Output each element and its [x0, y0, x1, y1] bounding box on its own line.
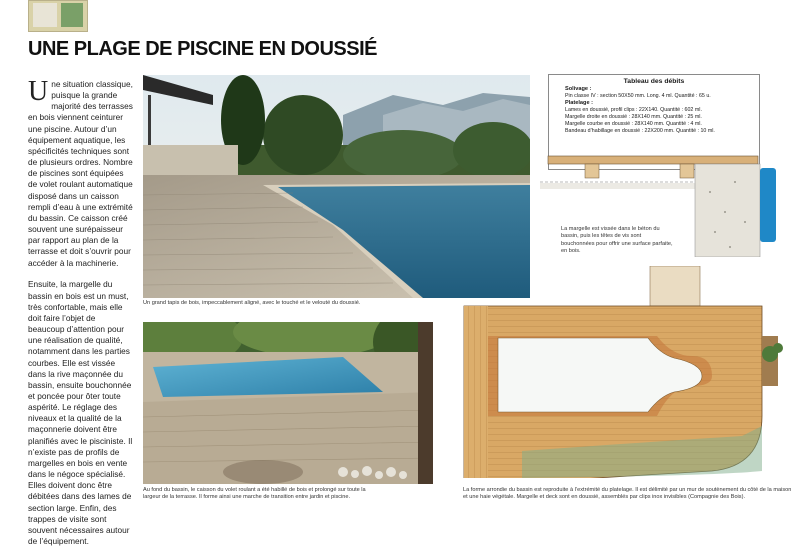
deck-plan-drawing — [462, 266, 800, 488]
article-body — [28, 76, 134, 558]
table-row: Margelle droite en doussié : 28X140 mm. Quantité : 25 ml. — [565, 113, 702, 120]
photo-garden-pool — [143, 322, 433, 484]
drop-cap: U — [28, 76, 49, 107]
caption-photo-1: Un grand tapis de bois, impeccablement aligné, avec le touché et le velouté du doussié. — [143, 300, 361, 306]
table-row: Bandeau d’habillage en doussié : 22X200 mm. Quantité : 10 ml. — [565, 127, 715, 134]
table-section-platelage: Platelage : — [565, 100, 593, 107]
caption-photo-2: Au fond du bassin, le caisson du volet roulant a été habillé de bois et prolongé sur toute la largeur de la terrasse. Il forme ainsi une marche de transition entre jardin et piscine. — [143, 487, 366, 501]
table-title: Tableau des débits — [623, 78, 685, 85]
caption-section: La margelle est vissée dans le béton du bassin, puis les têtes de vis sont bouchonnées pour offrir une surface parfaite, en bois. — [561, 226, 673, 255]
table-row: Lames en doussié, profil clips : 22X140. Quantité : 602 ml. — [565, 106, 702, 113]
page-title: UNE PLAGE DE PISCINE EN DOUSSIÉ — [28, 38, 378, 60]
photo-terrace-pool — [143, 75, 530, 298]
table-section-solivage: Solivage : — [565, 86, 592, 92]
paragraph-2: Ensuite, la margelle du bassin en bois est un must, très confortable, mais elle doit faire l’objet de beaucoup d’attention pour une réalisation de qualité, notamment dans les parties courbes. Elle est vissée dans la rive maçonnée du bassin, ensuite bouchonnée et poncée pour ôter toute aspérité. Le réglage des niveaux et la qualité de la maçonnerie doivent être planifiés avec le pisciniste. Il n’existe pas de profils de margelles en bois en vente dans le négoce spécialisé. Elles doivent donc être débitées dans des lames de section large. Enfin, des trappes de visite sont souvent nécessaires autour de l’équipement. — [28, 279, 133, 547]
paragraph-1-text: ne situation classique, puisque la grande majorité des terrasses en bois viennent ceinturer une piscine. Autour d’un équipement aquatique, les spécificités techniques sont de plusieurs ordres. Nombre de piscines sont équipées de volet roulant automatique disposé dans un caisson rempli d’eau à une extrémité du bassin. Ce caisson créé souvent une surépaisseur par rapport au plan de la terrasse et doit s’ouvrir pour accéder à la machinerie. — [28, 79, 133, 268]
table-row: Pin classe IV : section 50X50 mm. Long. 4 ml. Quantité : 65 u. — [565, 92, 711, 99]
paragraph-1 — [28, 76, 134, 269]
caption-plan: La forme arrondie du bassin est reproduite à l’extrémité du platelage. Il est délimité par un mur de soutènement du côté de la maison et une haie végétale. Margelle et deck sont en doussié, assemblés par clips inox invisibles (Compagnie des Bois). — [463, 487, 792, 501]
page-thumbnail — [28, 0, 88, 32]
table-row: Margelle courbe en doussié : 28X140 mm. Quantité : 4 ml. — [565, 120, 702, 127]
